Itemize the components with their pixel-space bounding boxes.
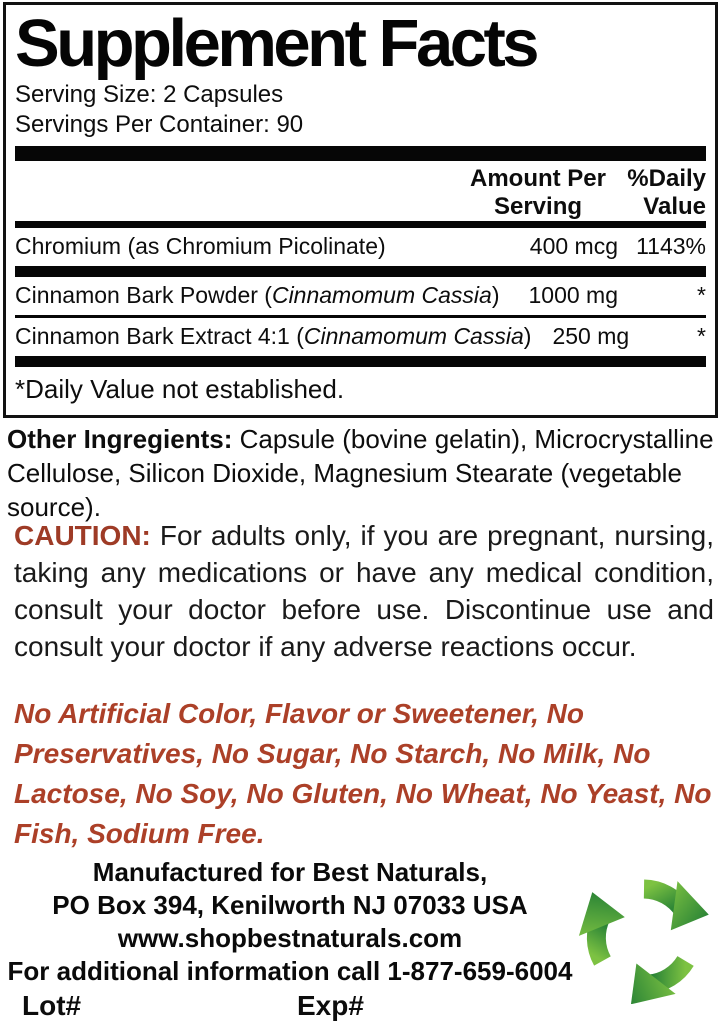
ingredient-name-latin: Cinnamomum Cassia	[271, 281, 492, 308]
table-row	[15, 277, 706, 315]
ingredient-daily-value: 1143%	[636, 232, 706, 259]
supplement-facts-panel	[3, 2, 718, 418]
exp-number-label: Exp#	[297, 990, 364, 1021]
ingredient-name-close: )	[491, 281, 500, 308]
manufactured-for-line: Manufactured for Best Naturals,	[92, 857, 488, 887]
ingredient-name-close: )	[523, 322, 532, 349]
ingredient-name-text: Chromium (as Chromium Picolinate)	[15, 232, 386, 259]
servings-per-container: Servings Per Container: 90	[15, 110, 304, 138]
header-daily-value: %Daily Value	[627, 164, 706, 220]
manufacturer-block	[0, 856, 580, 988]
header-amount-per-serving: Amount Per Serving	[469, 164, 606, 220]
ingredient-name	[15, 233, 506, 260]
table-header	[15, 165, 706, 221]
table-row	[15, 318, 706, 356]
panel-title: Supplement Facts	[15, 6, 537, 81]
thick-divider	[15, 146, 706, 161]
website-line: www.shopbestnaturals.com	[117, 923, 463, 953]
caution-label: CAUTION:	[14, 520, 151, 551]
footnote-divider	[15, 356, 706, 367]
row-divider-thick	[15, 266, 706, 277]
phone-line: For additional information call 1-877-659-6004	[7, 956, 573, 986]
table-row	[15, 228, 706, 266]
address-line: PO Box 394, Kenilworth NJ 07033 USA	[52, 890, 528, 920]
caution-paragraph	[14, 517, 714, 665]
ingredient-name-latin: Cinnamomum Cassia	[303, 322, 524, 349]
ingredient-amount: 400 mcg	[529, 232, 618, 259]
other-ingredients	[7, 422, 717, 524]
ingredient-name-text: Cinnamon Bark Extract 4:1 (	[15, 322, 304, 349]
ingredient-name	[15, 282, 506, 309]
serving-size: Serving Size: 2 Capsules	[15, 80, 284, 108]
caution-text: For adults only, if you are pregnant, nursing, taking any medications or have any medical condition, consult your doctor before use. Discontinue use and consult your doctor if any adverse reactions occur.	[14, 520, 714, 662]
ingredient-amount: 250 mg	[552, 322, 630, 349]
ingredient-amount: 1000 mg	[528, 281, 618, 308]
daily-value-footnote: *Daily Value not established.	[15, 373, 345, 404]
ingredient-name-text: Cinnamon Bark Powder (	[15, 281, 272, 308]
lot-number-label: Lot#	[22, 990, 82, 1021]
ingredient-name	[15, 323, 531, 350]
ingredient-daily-value: *	[697, 281, 706, 308]
recycle-icon	[569, 870, 719, 1004]
other-ingredients-label: Other Ingregients:	[7, 424, 233, 454]
ingredient-daily-value: *	[697, 322, 706, 349]
header-divider	[15, 221, 706, 228]
other-ingredients-text: Capsule (bovine gelatin), Microcrystalline Cellulose, Silicon Dioxide, Magnesium Stearate (vegetable source).	[7, 424, 714, 522]
free-of-claims: No Artificial Color, Flavor or Sweetener, No Preservatives, No Sugar, No Starch, No Milk, No Lactose, No Soy, No Gluten, No Wheat, No Yeast, No Fish, Sodium Free.	[14, 698, 712, 849]
